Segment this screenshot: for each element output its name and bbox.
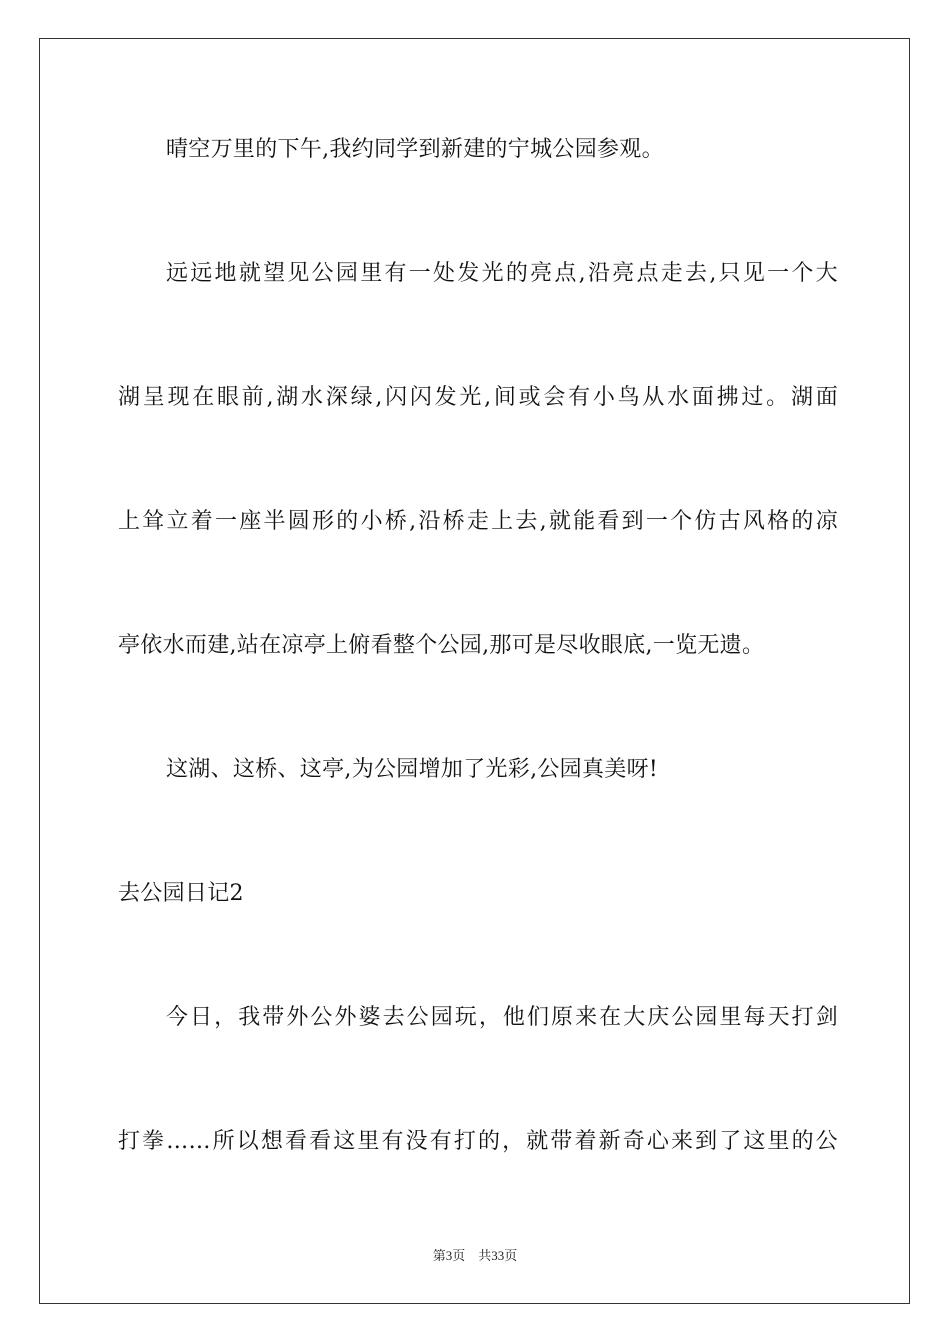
page-number: 第3页: [432, 1248, 466, 1263]
paragraph-line: 湖呈现在眼前,湖水深绿,闪闪发光,间或会有小鸟从水面拂过。湖面: [118, 385, 838, 410]
paragraph-line: 这湖、这桥、这亭,为公园增加了光彩,公园真美呀!: [166, 757, 659, 782]
section-heading: 去公园日记2: [118, 881, 244, 906]
paragraph-line: 上耸立着一座半圆形的小桥,沿桥走上去,就能看到一个仿古风格的凉: [118, 509, 838, 534]
page-total: 共33页: [478, 1248, 518, 1263]
paragraph-line: 今日，我带外公外婆去公园玩，他们原来在大庆公园里每天打剑: [166, 1005, 838, 1030]
page-footer: [0, 1247, 950, 1265]
paragraph-line: 打拳……所以想看看这里有没有打的，就带着新奇心来到了这里的公: [118, 1129, 838, 1154]
paragraph-line: 远远地就望见公园里有一处发光的亮点,沿亮点走去,只见一个大: [166, 261, 838, 286]
paragraph-line: 亭依水而建,站在凉亭上俯看整个公园,那可是尽收眼底,一览无遗。: [118, 633, 765, 658]
page-frame: [39, 38, 910, 1304]
paragraph-line: 晴空万里的下午,我约同学到新建的宁城公园参观。: [166, 137, 664, 162]
